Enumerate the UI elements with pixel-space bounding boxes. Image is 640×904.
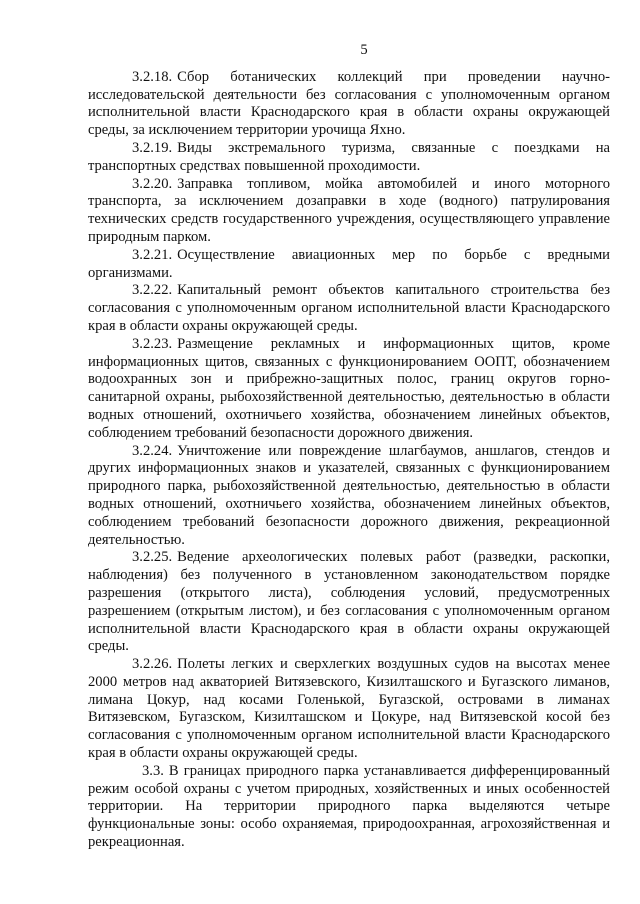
paragraph-3-2-23 [88, 336, 610, 443]
paragraph-text: Ведение археологических полевых работ (разведки, раскопки, наблюдения) без полученного в установленном законодательством порядке разрешения (открытого листа), соблюдения условий, предусмотренных разрешением (открытым листом), и без согласования с уполномоченным органом исполнительной власти Краснодарского края в области охраны окружающей среды. [88, 549, 610, 655]
paragraph-text: Осуществление авиационных мер по борьбе с вредными организмами. [88, 246, 610, 281]
paragraph-number: 3.2.21. [132, 246, 173, 263]
paragraph-3-2-22 [88, 282, 610, 335]
paragraph-text: Виды экстремального туризма, связанные с поездками на транспортных средствах повышенной проходимости. [88, 139, 610, 174]
paragraph-3-2-25 [88, 549, 610, 656]
paragraph-number: 3.2.26. [132, 656, 173, 673]
paragraph-number: 3.2.20. [132, 175, 173, 192]
paragraph-text: В границах природного парка устанавливается дифференцированный режим особой охраны с учетом природных, хозяйственных и иных особенностей территории. На территории природного парка выделяются четыре функциональные зоны: особо охраняемая, природоохранная, агрохозяйственная и рекреационная. [88, 762, 610, 851]
paragraph-number: 3.2.18. [132, 68, 173, 85]
paragraph-number: 3.3. [142, 762, 164, 779]
paragraph-3-2-21 [88, 247, 610, 283]
paragraph-number: 3.2.23. [132, 335, 173, 352]
paragraph-text: Полеты легких и сверхлегких воздушных судов на высотах менее 2000 метров над акваторией Витязевского, Кизилташского и Бугазского лиманов, лимана Цокур, над косами Голенькой, Бугазской, островами в лиманах Витязевском, Бугазском, Кизилташском и Цокуре, над Витязевской косой без согласования с уполномоченным органом исполнительной власти Краснодарского края в области охраны окружающей среды. [88, 656, 610, 762]
paragraph-text: Капитальный ремонт объектов капитального строительства без согласования с уполномоченным органом исполнительной власти Краснодарского края в области охраны окружающей среды. [88, 282, 610, 334]
paragraph-3-2-26 [88, 656, 610, 763]
paragraph-text: Уничтожение или повреждение шлагбаумов, аншлагов, стендов и других информационных знаков и указателей, связанных с функционированием природного парка, рыбохозяйственной деятельностью, деятельностью в области водных отношений, охотничьего хозяйства, обозначением линейных объектов, соблюдением требований безопасности дорожного движения, рекреационной деятельностью. [88, 442, 610, 548]
paragraph-number: 3.2.25. [132, 549, 173, 566]
paragraph-number: 3.2.22. [132, 282, 173, 299]
paragraph-text: Заправка топливом, мойка автомобилей и иного моторного транспорта, за исключением дозаправки в ходе (водного) патрулирования технических средств государственного учреждения, осуществляющего управление природным парком. [88, 175, 610, 245]
paragraph-3-3 [88, 763, 610, 852]
paragraph-text: Размещение рекламных и информационных щитов, кроме информационных щитов, связанных с функционированием ООПТ, обозначением водоохранных зон и прибрежно-защитных полос, границ округов горно-санитарной охраны, рыбохозяйственной деятельностью, деятельностью в области водных отношений, охотничьего хозяйства, обозначением линейных объектов, соблюдением требований безопасности дорожного движения. [88, 335, 610, 441]
page-number: 5 [360, 42, 368, 58]
paragraph-3-2-18 [88, 69, 610, 140]
paragraph-number: 3.2.24. [132, 442, 173, 459]
paragraph-text: Сбор ботанических коллекций при проведении научно-исследовательской деятельности без согласования с уполномоченным органом исполнительной власти Краснодарского края в области охраны окружающей среды, за исключением территории урочища Яхно. [88, 68, 610, 139]
paragraph-3-2-19 [88, 140, 610, 176]
paragraph-3-2-20 [88, 176, 610, 247]
paragraph-3-2-24 [88, 443, 610, 550]
paragraph-number: 3.2.19. [132, 139, 173, 156]
